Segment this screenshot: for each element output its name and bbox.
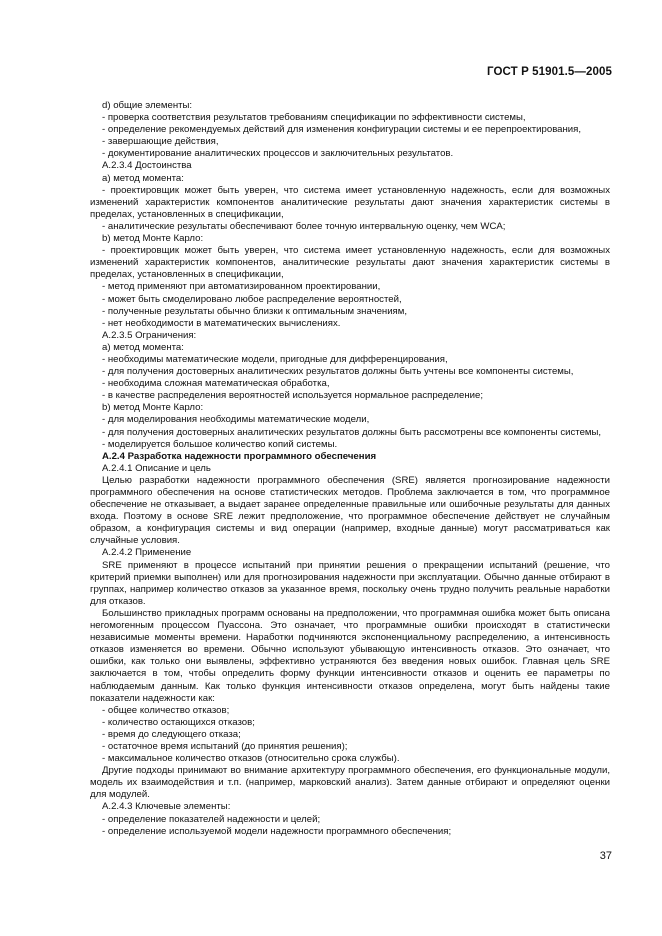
section-heading-a242: А.2.4.2 Применение <box>102 547 192 559</box>
paragraph-monte-carlo: b) метод Монте Карло: <box>102 402 204 414</box>
list-item: - для получения достоверных аналитических результатов должны быть рассмотрены все компоненты системы, <box>102 426 602 438</box>
list-item: - количество остающихся отказов; <box>102 716 255 728</box>
list-item: - моделируется большое количество копий системы. <box>102 438 338 450</box>
list-item: - время до следующего отказа; <box>102 728 241 740</box>
section-heading-a243: А.2.4.3 Ключевые элементы: <box>102 801 231 813</box>
list-item: - максимальное количество отказов (относительно срока службы). <box>102 753 400 765</box>
list-item: - нет необходимости в математических вычислениях. <box>102 317 341 329</box>
document-id-header: ГОСТ Р 51901.5—2005 <box>487 66 612 78</box>
list-item: - аналитические результаты обеспечивают более точную интервальную оценку, чем WCA; <box>102 220 506 232</box>
list-item: - для моделирования необходимы математические модели, <box>102 414 370 426</box>
list-item: - в качестве распределения вероятностей используется нормальное распределение; <box>102 390 483 402</box>
list-item: - необходима сложная математическая обработка, <box>102 378 330 390</box>
list-item: - полученные результаты обычно близки к оптимальным значениям, <box>102 305 408 317</box>
list-item: - документирование аналитических процессов и заключительных результатов. <box>102 148 454 160</box>
list-item: - остаточное время испытаний (до принятия решения); <box>102 740 348 752</box>
paragraph-sre-purpose: Целью разработки надежности программного обеспечения (SRE) является прогнозирование надежности программного обеспечения на основе статистических методов. Проблема заключается в том, что программное обеспечение не отказывает, а выдает заранее определенные правильные или ошибочные результаты для данных входа. Поэтому в основе SRE лежит предположение, что программное обеспечение действует не случайным образом, а конфигурация системы и вид операции (например, входные данные) могут рассматриваться как случайные условия. <box>90 474 610 547</box>
paragraph-monte-carlo: b) метод Монте Карло: <box>102 233 204 245</box>
paragraph-other-approaches: Другие подходы принимают во внимание архитектуру программного обеспечения, его функциональные модули, модель их взаимодействия и т.п. (например, марковский анализ). Затем данные отбирают и определяют оценки для модулей. <box>90 765 610 801</box>
list-item: - проектировщик может быть уверен, что система имеет установленную надежность, если для возможных изменений характеристик компонентов, аналитические результаты дают значения характеристик системы в пределах, установленных в спецификации, <box>90 245 610 281</box>
paragraph-moment-method: а) метод момента: <box>102 172 184 184</box>
list-item: - проверка соответствия результатов требованиям спецификации по эффективности системы, <box>102 112 526 124</box>
list-item: - общее количество отказов; <box>102 704 230 716</box>
section-heading-a241: А.2.4.1 Описание и цель <box>102 462 211 474</box>
paragraph-poisson-process: Большинство прикладных программ основаны на предположении, что программная ошибка может быть описана негомогенным процессом Пуассона. Это означает, что программные ошибки происходят в статистически независимые моменты времени. Наработки подчиняются экспоненциальному распределению, а интенсивность отказов изменяется во времени. Обычно используют убывающую интенсивность отказов. Это означает, что ошибки, как только они выявлены, эффективно устраняются без введения новых ошибок. Главная цель SRE заключается в том, чтобы определить форму функции интенсивности отказов и оценить ее параметры по наблюдаемым данным. Как только функция интенсивности отказов определена, могут быть найдены такие показатели надежности как: <box>90 607 610 704</box>
list-item: - может быть смоделировано любое распределение вероятностей, <box>102 293 402 305</box>
section-heading-a24: А.2.4 Разработка надежности программного обеспечения <box>102 450 377 462</box>
section-heading-a235: А.2.3.5 Ограничения: <box>102 329 197 341</box>
list-item: - необходимы математические модели, пригодные для дифференцирования, <box>102 353 448 365</box>
page-number: 37 <box>599 850 612 862</box>
list-item: - завершающие действия, <box>102 136 219 148</box>
list-item: - проектировщик может быть уверен, что система имеет установленную надежность, если для возможных изменений характеристик компонентов аналитические результаты дают значения характеристик системы в пределах, установленных в спецификации, <box>90 184 610 220</box>
list-item: - определение показателей надежности и целей; <box>102 813 321 825</box>
paragraph-moment-method: а) метод момента: <box>102 341 184 353</box>
list-item: - для получения достоверных аналитических результатов должны быть учтены все компоненты системы, <box>102 366 574 378</box>
paragraph-sre-application: SRE применяют в процессе испытаний при принятии решения о прекращении испытаний (решение, что критерий приемки выполнен) или для прогнозирования надежности при эксплуатации. Обычно данные отбирают в группах, например количество отказов за указанное время, поскольку очень трудно получить реальные наработки для отказов. <box>90 559 610 607</box>
list-item: - метод применяют при автоматизированном проектировании, <box>102 281 381 293</box>
paragraph-d-general: d) общие элементы: <box>102 100 193 111</box>
list-item: - определение рекомендуемых действий для изменения конфигурации системы и ее перепроектирования, <box>102 124 582 136</box>
body-text <box>90 100 610 838</box>
list-item: - определение используемой модели надежности программного обеспечения; <box>102 825 452 837</box>
section-heading-a234: А.2.3.4 Достоинства <box>102 160 192 172</box>
